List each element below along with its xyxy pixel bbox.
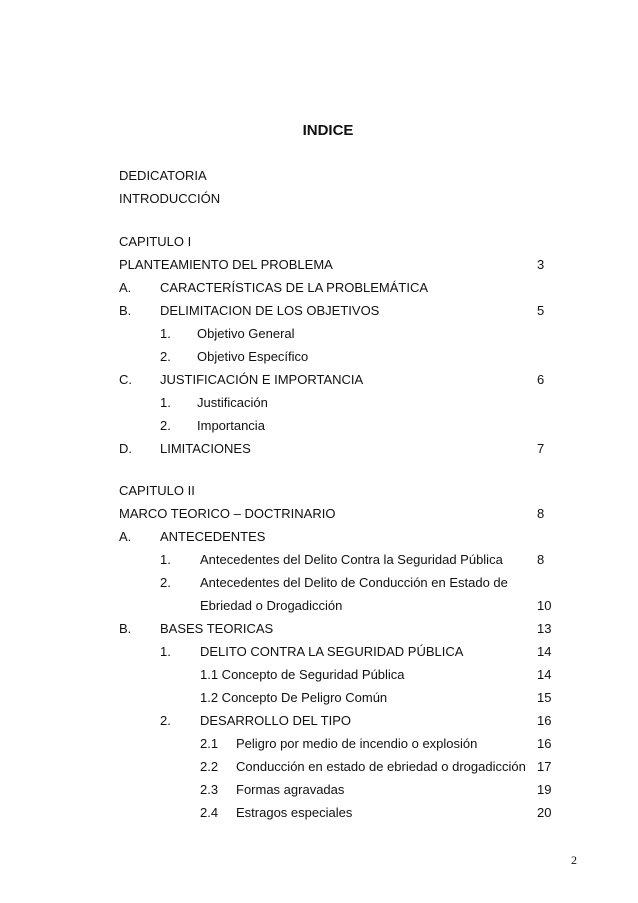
toc-entry-text: Antecedentes del Delito de Conducción en Estado de — [200, 575, 508, 590]
toc-entry-marker: A. — [119, 280, 132, 295]
toc-entry-page: 10 — [537, 598, 552, 613]
toc-entry-text: DESARROLLO DEL TIPO — [200, 713, 351, 728]
toc-entry-marker: 2. — [160, 713, 171, 728]
toc-entry-page: 5 — [537, 303, 545, 318]
toc-entry-page: 16 — [537, 736, 552, 751]
toc-entry-marker: 2. — [160, 575, 171, 590]
toc-entry-page: 20 — [537, 805, 552, 820]
toc-entry-text: PLANTEAMIENTO DEL PROBLEMA — [119, 257, 333, 272]
toc-entry-text: Importancia — [197, 418, 265, 433]
toc-entry-marker: 2.3 — [200, 782, 219, 797]
toc-entry-text: INTRODUCCIÓN — [119, 191, 221, 206]
toc-entry-page: 8 — [537, 506, 545, 521]
toc-entry-marker: 2. — [160, 349, 171, 364]
toc-entry-marker: D. — [119, 441, 132, 456]
toc-entry-marker: A. — [119, 529, 132, 544]
toc-entry-text: LIMITACIONES — [160, 441, 251, 456]
toc-entry-marker: 2.1 — [200, 736, 219, 751]
toc-entry-page: 8 — [537, 552, 545, 567]
toc-entry-marker: 2.4 — [200, 805, 219, 820]
toc-entry-page: 14 — [537, 667, 552, 682]
toc-entry-text: Objetivo Específico — [197, 349, 309, 364]
toc-entry-page: 3 — [537, 257, 545, 272]
toc-entry-text: Ebriedad o Drogadicción — [200, 598, 343, 613]
toc-entry-page: 14 — [537, 644, 552, 659]
toc-entry-text: Peligro por medio de incendio o explosión — [236, 736, 478, 751]
toc-entry-page: 19 — [537, 782, 552, 797]
toc-entry-text: Antecedentes del Delito Contra la Seguridad Pública — [200, 552, 503, 567]
toc-entry-page: 7 — [537, 441, 545, 456]
toc-entry-text: JUSTIFICACIÓN E IMPORTANCIA — [160, 372, 364, 387]
toc-entry-page: 6 — [537, 372, 545, 387]
toc-entry-marker: B. — [119, 621, 132, 636]
toc-entry-text: 1.2 Concepto De Peligro Común — [200, 690, 388, 705]
toc-entry-page: 15 — [537, 690, 552, 705]
toc-entry-marker: C. — [119, 372, 132, 387]
toc-entry-marker: 1. — [160, 644, 171, 659]
toc-entry-marker: 1. — [160, 326, 171, 341]
toc-entry-text: CAPITULO I — [119, 234, 192, 249]
toc-entry-text: ANTECEDENTES — [160, 529, 266, 544]
toc-entry-text: Objetivo General — [197, 326, 295, 341]
toc-entry-marker: B. — [119, 303, 132, 318]
toc-entry-page: 17 — [537, 759, 552, 774]
toc-entry-page: 13 — [537, 621, 552, 636]
toc-entry-page: 16 — [537, 713, 552, 728]
toc-entry-marker: 2.2 — [200, 759, 219, 774]
toc-entry-text: DEDICATORIA — [119, 168, 207, 183]
toc-entry-text: CAPITULO II — [119, 483, 195, 498]
toc-entry-text: 1.1 Concepto de Seguridad Pública — [200, 667, 405, 682]
toc-entry-text: Justificación — [197, 395, 268, 410]
page-number: 2 — [571, 853, 577, 867]
toc-entry-text: Conducción en estado de ebriedad o drogadicción — [236, 759, 526, 774]
toc-entry-text: MARCO TEORICO – DOCTRINARIO — [119, 506, 336, 521]
toc-entry-text: Formas agravadas — [236, 782, 345, 797]
toc-entry-text: DELIMITACION DE LOS OBJETIVOS — [160, 303, 380, 318]
index-title: INDICE — [302, 122, 354, 139]
toc-entry-text: Estragos especiales — [236, 805, 353, 820]
toc-entry-marker: 2. — [160, 418, 171, 433]
toc-entry-text: CARACTERÍSTICAS DE LA PROBLEMÁTICA — [160, 280, 429, 295]
toc-entry-text: DELITO CONTRA LA SEGURIDAD PÚBLICA — [200, 644, 464, 659]
toc-entry-text: BASES TEORICAS — [160, 621, 274, 636]
toc-entry-marker: 1. — [160, 395, 171, 410]
toc-entry-marker: 1. — [160, 552, 171, 567]
